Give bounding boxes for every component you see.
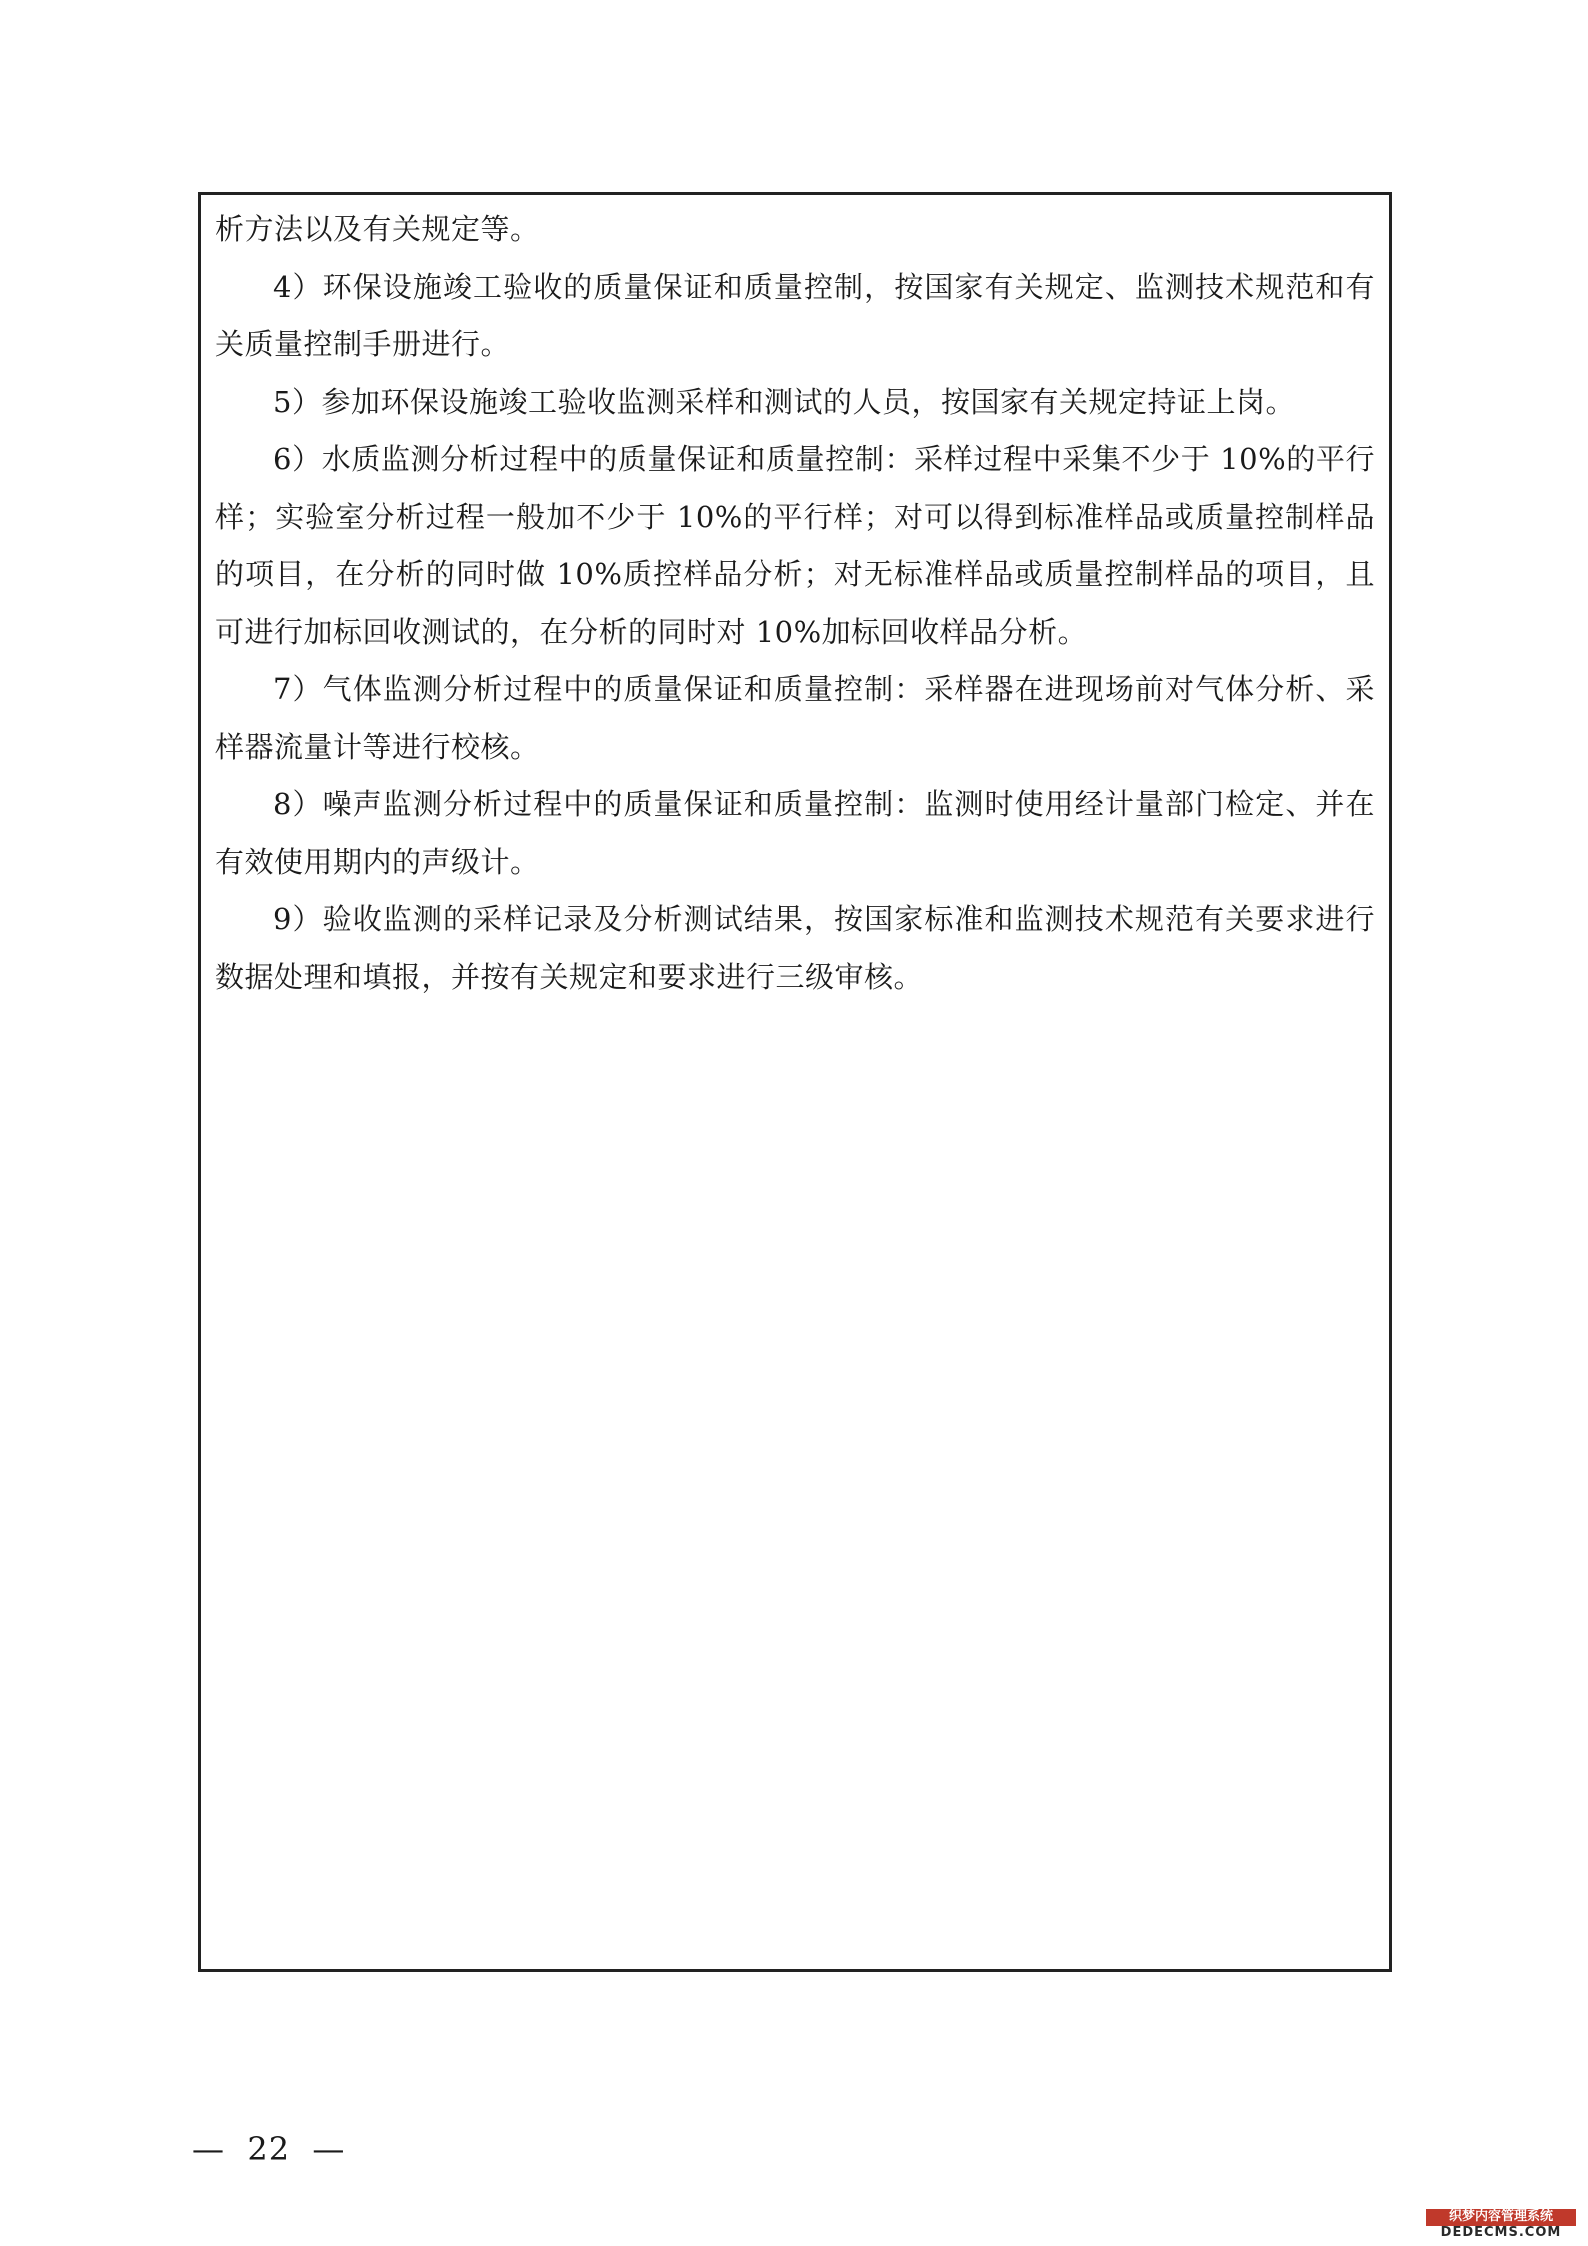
watermark-logo [1426,2209,1576,2240]
paragraph-item-6: 6）水质监测分析过程中的质量保证和质量控制：采样过程中采集不少于 10%的平行样；实验室分析过程一般加不少于 10%的平行样；对可以得到标准样品或质量控制样品的项目，在分析的同时做 10%质控样品分析；对无标准样品或质量控制样品的项目，且可进行加标回收测试的，在分析的同时对 10%加标回收样品分析。 [215,442,1375,649]
paragraph-item-8: 8）噪声监测分析过程中的质量保证和质量控制：监测时使用经计量部门检定、并在有效使用期内的声级计。 [215,787,1375,879]
paragraph-item-7: 7）气体监测分析过程中的质量保证和质量控制：采样器在进现场前对气体分析、采样器流量计等进行校核。 [215,672,1375,764]
paragraph-item-9: 9）验收监测的采样记录及分析测试结果，按国家标准和监测技术规范有关要求进行数据处理和填报，并按有关规定和要求进行三级审核。 [215,902,1375,994]
watermark-line-1: 织梦内容管理系统 [1426,2209,1576,2225]
paragraph-continuation: 析方法以及有关规定等。 [215,212,540,246]
watermark-line-2: DEDECMS.COM [1440,2224,1562,2240]
content-frame [198,192,1392,1972]
page-number: — 22 — [192,2130,346,2168]
paragraph-item-5: 5）参加环保设施竣工验收监测采样和测试的人员，按国家有关规定持证上岗。 [273,384,1295,419]
paragraph-item-4: 4）环保设施竣工验收的质量保证和质量控制，按国家有关规定、监测技术规范和有关质量控制手册进行。 [215,269,1375,361]
content-body [215,201,1375,1006]
